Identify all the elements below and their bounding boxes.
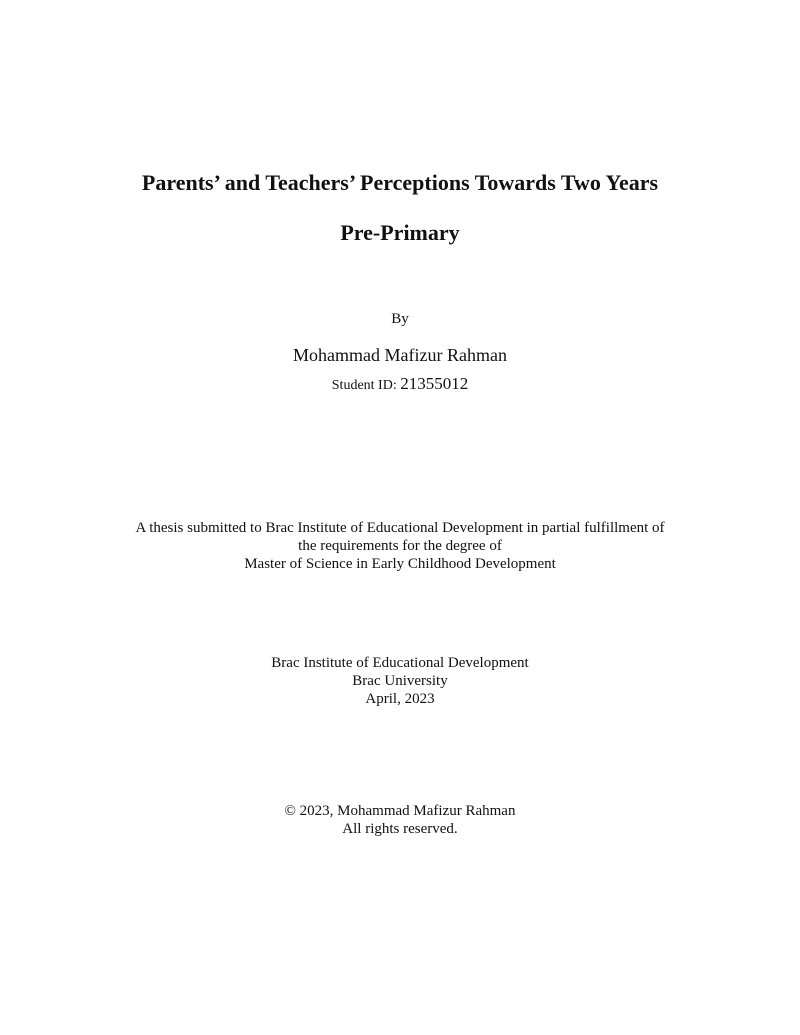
institution-name: Brac Institute of Educational Development [271,655,529,671]
rights-statement: All rights reserved. [342,821,458,837]
student-id-value: 21355012 [400,374,469,393]
title-line-2: Pre-Primary [340,220,460,245]
student-id [0,374,800,394]
university-name: Brac University [352,673,448,689]
submission-line-2: the requirements for the degree of [298,538,502,554]
submission-date: April, 2023 [365,691,435,707]
copyright-notice: © 2023, Mohammad Mafizur Rahman [284,803,516,819]
title-line-1: Parents’ and Teachers’ Perceptions Towards Two Years [141,170,659,195]
submission-line-1: A thesis submitted to Brac Institute of Educational Development in partial fulfillment of [135,520,665,536]
author-name: Mohammad Mafizur Rahman [293,345,507,365]
student-id-label: Student ID: [331,378,401,393]
by-label: By [391,311,409,327]
submission-line-3: Master of Science in Early Childhood Development [244,556,556,572]
